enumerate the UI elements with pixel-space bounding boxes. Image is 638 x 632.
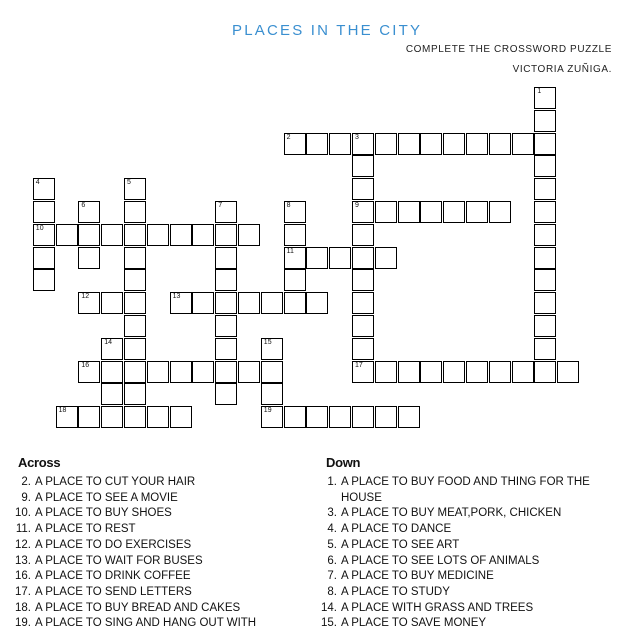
down-clue-number: 14. bbox=[321, 601, 337, 614]
across-clue-text: A PLACE TO DRINK COFFEE bbox=[35, 570, 191, 583]
across-clue bbox=[4, 601, 304, 617]
across-clue-number: 13. bbox=[15, 554, 31, 567]
instructions-text: COMPLETE THE CROSSWORD PUZZLE bbox=[405, 44, 612, 55]
grid-cell[interactable] bbox=[261, 383, 283, 405]
grid-cell[interactable] bbox=[215, 224, 237, 246]
down-clue-text: A PLACE WITH GRASS AND TREES bbox=[341, 601, 534, 614]
across-clue bbox=[4, 585, 304, 601]
grid-cell[interactable] bbox=[306, 247, 328, 269]
grid-cell[interactable] bbox=[329, 247, 351, 269]
grid-cell[interactable] bbox=[375, 361, 397, 383]
grid-cell[interactable] bbox=[147, 361, 169, 383]
down-clue-list bbox=[310, 475, 626, 632]
grid-cell[interactable] bbox=[398, 201, 420, 223]
grid-cell[interactable] bbox=[352, 155, 374, 177]
cell-number: 11 bbox=[286, 247, 294, 255]
grid-cell[interactable] bbox=[238, 224, 260, 246]
cell-number: 3 bbox=[355, 133, 359, 141]
grid-cell[interactable] bbox=[78, 292, 100, 314]
grid-cell[interactable] bbox=[124, 315, 146, 337]
grid-cell[interactable] bbox=[489, 201, 511, 223]
grid-cell[interactable] bbox=[512, 361, 534, 383]
cell-number: 5 bbox=[127, 179, 131, 187]
grid-cell[interactable] bbox=[215, 361, 237, 383]
across-clue-text: A PLACE TO SEND LETTERS bbox=[35, 585, 192, 598]
down-clue-number: 3. bbox=[327, 507, 337, 520]
across-clue bbox=[4, 538, 304, 554]
grid-cell[interactable] bbox=[78, 201, 100, 223]
grid-cell[interactable] bbox=[489, 361, 511, 383]
grid-cell[interactable] bbox=[352, 269, 374, 291]
grid-cell[interactable] bbox=[261, 292, 283, 314]
grid-cell[interactable] bbox=[398, 361, 420, 383]
down-clue-text: A PLACE TO BUY MEAT,PORK, CHICKEN bbox=[341, 507, 562, 520]
grid-cell[interactable] bbox=[375, 201, 397, 223]
grid-cell[interactable] bbox=[170, 361, 192, 383]
grid-cell[interactable] bbox=[33, 269, 55, 291]
across-clue-number: 11. bbox=[15, 523, 31, 536]
across-clue-number: 18. bbox=[15, 601, 31, 614]
grid-cell[interactable] bbox=[443, 133, 465, 155]
grid-cell[interactable] bbox=[56, 406, 78, 428]
grid-cell[interactable] bbox=[534, 292, 556, 314]
grid-cell[interactable] bbox=[261, 406, 283, 428]
across-clue-number: 16. bbox=[15, 570, 31, 583]
down-clue bbox=[310, 569, 626, 585]
grid-cell[interactable] bbox=[284, 247, 306, 269]
grid-cell[interactable] bbox=[466, 361, 488, 383]
grid-cell[interactable] bbox=[534, 110, 556, 132]
grid-cell[interactable] bbox=[466, 133, 488, 155]
grid-cell[interactable] bbox=[78, 224, 100, 246]
down-clue bbox=[310, 475, 626, 506]
across-clue-list bbox=[4, 475, 304, 632]
grid-cell[interactable] bbox=[101, 338, 123, 360]
grid-cell[interactable] bbox=[284, 406, 306, 428]
grid-cell[interactable] bbox=[375, 406, 397, 428]
cell-number: 12 bbox=[81, 293, 90, 301]
grid-cell[interactable] bbox=[284, 292, 306, 314]
grid-cell[interactable] bbox=[534, 269, 556, 291]
across-heading: Across bbox=[18, 455, 61, 470]
grid-cell[interactable] bbox=[101, 224, 123, 246]
down-clue bbox=[310, 506, 626, 522]
cell-number: 9 bbox=[355, 202, 359, 209]
grid-cell[interactable] bbox=[534, 361, 556, 383]
grid-cell[interactable] bbox=[215, 247, 237, 269]
grid-cell[interactable] bbox=[215, 338, 237, 360]
grid-cell[interactable] bbox=[261, 338, 283, 360]
down-clue-number: 15. bbox=[321, 617, 337, 630]
cell-number: 16 bbox=[81, 361, 90, 369]
across-clue bbox=[4, 522, 304, 538]
grid-cell[interactable] bbox=[284, 269, 306, 291]
grid-cell[interactable] bbox=[420, 361, 442, 383]
grid-cell[interactable] bbox=[352, 361, 374, 383]
grid-cell[interactable] bbox=[124, 361, 146, 383]
grid-cell[interactable] bbox=[215, 201, 237, 223]
cell-number: 8 bbox=[286, 202, 291, 209]
grid-cell[interactable] bbox=[466, 201, 488, 223]
grid-cell[interactable] bbox=[261, 361, 283, 383]
down-clue-text: A PLACE TO SAVE MONEY bbox=[341, 617, 487, 630]
grid-cell[interactable] bbox=[124, 247, 146, 269]
across-clue-number: 12. bbox=[15, 538, 31, 551]
across-clue-number: 19. bbox=[15, 617, 31, 630]
grid-cell[interactable] bbox=[284, 201, 306, 223]
grid-cell[interactable] bbox=[534, 133, 556, 155]
grid-cell[interactable] bbox=[101, 292, 123, 314]
grid-cell[interactable] bbox=[352, 338, 374, 360]
grid-cell[interactable] bbox=[238, 292, 260, 314]
grid-cell[interactable] bbox=[352, 133, 374, 155]
grid-cell[interactable] bbox=[534, 224, 556, 246]
across-clue bbox=[4, 491, 304, 507]
grid-cell[interactable] bbox=[352, 178, 374, 200]
across-clue bbox=[4, 554, 304, 570]
grid-cell[interactable] bbox=[398, 133, 420, 155]
across-clue-text: A PLACE TO WAIT FOR BUSES bbox=[35, 554, 203, 567]
across-clue-number: 10. bbox=[15, 507, 31, 520]
grid-cell[interactable] bbox=[170, 224, 192, 246]
across-clue-number: 2. bbox=[21, 476, 31, 488]
cell-number: 6 bbox=[81, 202, 86, 209]
down-clue bbox=[310, 601, 626, 617]
cell-number: 7 bbox=[218, 202, 223, 209]
across-clue-text: A PLACE TO BUY BREAD AND CAKES bbox=[35, 601, 241, 614]
grid-cell[interactable] bbox=[352, 406, 374, 428]
grid-cell[interactable] bbox=[329, 406, 351, 428]
grid-cell[interactable] bbox=[238, 361, 260, 383]
grid-cell[interactable] bbox=[78, 361, 100, 383]
across-clue-text: A PLACE TO BUY SHOES bbox=[35, 507, 172, 520]
grid-cell[interactable] bbox=[33, 247, 55, 269]
cell-number: 14 bbox=[104, 338, 112, 346]
grid-cell[interactable] bbox=[124, 178, 146, 200]
grid-cell[interactable] bbox=[375, 247, 397, 269]
grid-cell[interactable] bbox=[306, 292, 328, 314]
grid-cell[interactable] bbox=[352, 292, 374, 314]
grid-cell[interactable] bbox=[306, 406, 328, 428]
grid-cell[interactable] bbox=[512, 133, 534, 155]
across-clue-text: A PLACE TO SEE A MOVIE bbox=[35, 491, 178, 504]
grid-cell[interactable] bbox=[192, 224, 214, 246]
grid-cell[interactable] bbox=[215, 292, 237, 314]
across-clue-text: A PLACE TO REST bbox=[35, 523, 136, 536]
grid-cell[interactable] bbox=[124, 292, 146, 314]
grid-cell[interactable] bbox=[284, 133, 306, 155]
grid-cell[interactable] bbox=[124, 201, 146, 223]
grid-cell[interactable] bbox=[534, 178, 556, 200]
grid-cell[interactable] bbox=[420, 201, 442, 223]
cell-number: 2 bbox=[286, 133, 291, 141]
down-clue bbox=[310, 522, 626, 538]
down-clue-number: 7. bbox=[327, 570, 337, 583]
down-clue-text: A PLACE TO STUDY bbox=[341, 585, 450, 598]
grid-cell[interactable] bbox=[215, 269, 237, 291]
grid-cell[interactable] bbox=[192, 292, 214, 314]
down-clue-number: 6. bbox=[327, 554, 337, 567]
grid-cell[interactable] bbox=[534, 338, 556, 360]
down-clue-text: A PLACE TO BUY MEDICINE bbox=[341, 570, 494, 583]
down-heading: Down bbox=[326, 455, 361, 470]
cell-number: 15 bbox=[263, 338, 272, 346]
down-clue-number: 5. bbox=[327, 538, 337, 551]
across-clue-number: 9. bbox=[21, 491, 31, 504]
down-clue-text: A PLACE TO SEE LOTS OF ANIMALS bbox=[341, 554, 540, 567]
grid-cell[interactable] bbox=[443, 361, 465, 383]
grid-cell[interactable] bbox=[557, 361, 579, 383]
grid-cell[interactable] bbox=[124, 406, 146, 428]
across-clue-number: 17. bbox=[15, 585, 31, 598]
grid-cell[interactable] bbox=[352, 247, 374, 269]
grid-cell[interactable] bbox=[170, 292, 192, 314]
across-clue-text: A PLACE TO CUT YOUR HAIR bbox=[35, 476, 196, 488]
down-clue-text: A PLACE TO SEE ART bbox=[341, 538, 460, 551]
grid-cell[interactable] bbox=[489, 133, 511, 155]
grid-cell[interactable] bbox=[124, 269, 146, 291]
grid-cell[interactable] bbox=[375, 133, 397, 155]
grid-cell[interactable] bbox=[170, 406, 192, 428]
grid-cell[interactable] bbox=[398, 406, 420, 428]
cell-number: 17 bbox=[355, 361, 363, 369]
grid-cell[interactable] bbox=[215, 315, 237, 337]
grid-cell[interactable] bbox=[352, 224, 374, 246]
cell-number: 18 bbox=[58, 407, 67, 415]
grid-cell[interactable] bbox=[192, 361, 214, 383]
grid-cell[interactable] bbox=[124, 383, 146, 405]
grid-cell[interactable] bbox=[147, 224, 169, 246]
grid-cell[interactable] bbox=[101, 406, 123, 428]
author-name: VICTORIA ZUÑIGA. bbox=[512, 64, 612, 75]
grid-cell[interactable] bbox=[420, 133, 442, 155]
across-clue-text: A PLACE TO DO EXERCISES bbox=[35, 538, 192, 551]
down-clue-number: 4. bbox=[327, 523, 337, 536]
page-title: PLACES IN THE CITY bbox=[232, 22, 423, 39]
down-clue bbox=[310, 585, 626, 601]
grid-cell[interactable] bbox=[78, 406, 100, 428]
across-clue bbox=[4, 475, 304, 491]
grid-cell[interactable] bbox=[443, 201, 465, 223]
down-clue bbox=[310, 554, 626, 570]
grid-cell[interactable] bbox=[284, 224, 306, 246]
down-clue-text: A PLACE TO BUY FOOD AND THING FOR THE HOUSE bbox=[341, 476, 590, 504]
down-clue-number: 8. bbox=[327, 585, 337, 598]
across-clue bbox=[4, 506, 304, 522]
grid-cell[interactable] bbox=[101, 361, 123, 383]
cell-number: 1 bbox=[537, 88, 542, 95]
grid-cell[interactable] bbox=[33, 201, 55, 223]
across-clue bbox=[4, 569, 304, 585]
down-clue-text: A PLACE TO DANCE bbox=[341, 523, 452, 536]
cell-number: 19 bbox=[263, 407, 272, 415]
down-clue bbox=[310, 538, 626, 554]
grid-cell[interactable] bbox=[215, 383, 237, 405]
cell-number: 13 bbox=[172, 293, 181, 301]
grid-cell[interactable] bbox=[78, 247, 100, 269]
grid-cell[interactable] bbox=[124, 224, 146, 246]
grid-cell[interactable] bbox=[329, 133, 351, 155]
grid-cell[interactable] bbox=[534, 87, 556, 109]
grid-cell[interactable] bbox=[534, 201, 556, 223]
grid-cell[interactable] bbox=[147, 406, 169, 428]
grid-cell[interactable] bbox=[56, 224, 78, 246]
grid-cell[interactable] bbox=[352, 315, 374, 337]
grid-cell[interactable] bbox=[352, 201, 374, 223]
cell-number: 10 bbox=[35, 224, 44, 232]
grid-cell[interactable] bbox=[33, 178, 55, 200]
grid-cell[interactable] bbox=[124, 338, 146, 360]
grid-cell[interactable] bbox=[534, 315, 556, 337]
grid-cell[interactable] bbox=[534, 155, 556, 177]
grid-cell[interactable] bbox=[101, 383, 123, 405]
grid-cell[interactable] bbox=[33, 224, 55, 246]
grid-cell[interactable] bbox=[306, 133, 328, 155]
grid-cell[interactable] bbox=[534, 247, 556, 269]
cell-number: 4 bbox=[35, 179, 40, 187]
down-clue-number: 1. bbox=[327, 476, 337, 488]
across-clue-text: A PLACE TO SING AND HANG OUT WITH bbox=[35, 617, 257, 630]
